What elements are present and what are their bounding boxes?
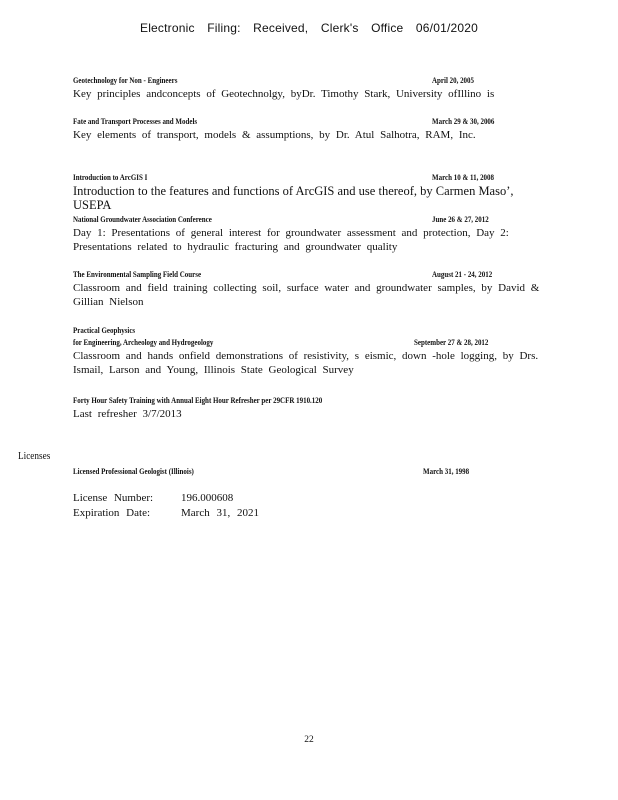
course-date: June 26 & 27, 2012 <box>432 214 489 224</box>
course-date: September 27 & 28, 2012 <box>414 337 489 347</box>
course-description: Introduction to the features and functions of ArcGIS and use thereof, by Carmen Maso’, USEPA <box>73 184 514 212</box>
licenses-section-heading: Licenses <box>18 451 51 462</box>
expiration-date-label: Expiration Date: <box>73 507 151 519</box>
course-description: Key principles andconcepts of Geotechnolgy, byDr. Timothy Stark, University ofIllino is <box>73 88 495 100</box>
course-title: Geotechnology for Non - Engineers <box>73 75 178 85</box>
course-title: Introduction to ArcGIS I <box>73 172 148 182</box>
course-description: Classroom and hands onfield demonstrations of resistivity, s eismic, down -hole logging, by Drs. Ismail, Larson and Young, Illinois State Geological Survey <box>73 350 539 376</box>
course-description: Day 1: Presentations of general interest for groundwater assessment and protection, Day 2: Presentations related to hydraulic fracturing and groundwater quality <box>73 227 509 253</box>
course-date: August 21 - 24, 2012 <box>432 269 493 279</box>
license-date: March 31, 1998 <box>423 466 470 476</box>
course-title: Forty Hour Safety Training with Annual Eight Hour Refresher per 29CFR 1910.120 <box>73 395 323 405</box>
license-entry <box>73 466 543 478</box>
course-date: March 29 & 30, 2006 <box>432 116 495 126</box>
course-description: Key elements of transport, models & assumptions, by Dr. Atul Salhotra, RAM, Inc. <box>73 129 476 141</box>
license-number-row <box>73 492 233 504</box>
license-title: Licensed Professional Geologist (Illinois) <box>73 466 194 476</box>
training-entry <box>73 172 553 212</box>
course-title: National Groundwater Association Conference <box>73 214 212 224</box>
expiration-date-value: March 31, 2021 <box>181 507 259 519</box>
training-entry <box>73 116 543 142</box>
course-title: The Environmental Sampling Field Course <box>73 269 202 279</box>
training-entry <box>73 325 543 377</box>
training-entry <box>73 395 543 421</box>
expiration-date-row <box>73 507 259 519</box>
training-entry <box>73 75 543 101</box>
training-entry <box>73 214 543 254</box>
course-description: Classroom and field training collecting soil, surface water and groundwater samples, by David & Gillian Nielson <box>73 282 540 308</box>
license-number-label: License Number: <box>73 492 154 504</box>
course-description: Last refresher 3/7/2013 <box>73 408 182 420</box>
course-title: Practical Geophysics <box>73 325 136 335</box>
license-number-value: 196.000608 <box>181 492 234 504</box>
course-title: Fate and Transport Processes and Models <box>73 116 198 126</box>
course-title-line-2: for Engineering, Archeology and Hydrogeology <box>73 337 214 347</box>
electronic-filing-header: Electronic Filing: Received, Clerk's Office 06/01/2020 <box>139 21 478 35</box>
page-number: 22 <box>304 735 314 745</box>
training-entry <box>73 269 543 309</box>
course-date: March 10 & 11, 2008 <box>432 172 495 182</box>
course-date: April 20, 2005 <box>432 75 475 85</box>
